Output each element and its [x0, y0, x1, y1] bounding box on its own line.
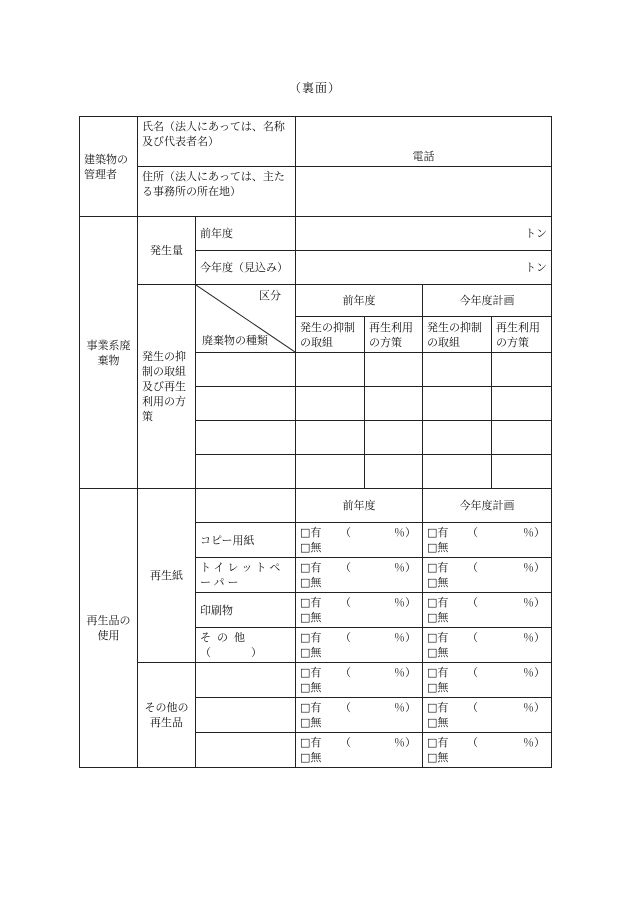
entry-cell[interactable] — [423, 421, 492, 455]
no-checkbox[interactable]: □無 — [300, 611, 322, 624]
yes-checkbox[interactable]: □有 — [427, 631, 449, 644]
no-checkbox[interactable]: □無 — [300, 541, 322, 554]
prev-usage-cell[interactable]: □有 （ ％） □無 — [296, 698, 423, 733]
prev-year-label: 前年度 — [196, 217, 296, 251]
yes-checkbox[interactable]: □有 — [300, 631, 322, 644]
no-checkbox[interactable]: □無 — [427, 541, 449, 554]
yes-checkbox[interactable]: □有 — [427, 736, 449, 749]
phone-label: 電話 — [412, 150, 435, 163]
paper-item-toilet: トイレットペーパー — [196, 558, 296, 593]
entry-cell[interactable] — [492, 387, 552, 421]
no-checkbox[interactable]: □無 — [300, 716, 322, 729]
prev-usage-cell[interactable]: □有 （ ％） □無 — [296, 733, 423, 768]
waste-type-label: 廃棄物の種類 — [202, 334, 268, 347]
prev-year-unit: トン — [525, 227, 548, 240]
entry-cell[interactable] — [423, 353, 492, 387]
paper-item-other[interactable]: その他（ ） — [196, 628, 296, 663]
no-checkbox[interactable]: □無 — [427, 576, 449, 589]
yes-checkbox[interactable]: □有 — [300, 526, 322, 539]
waste-type-field[interactable] — [196, 455, 296, 489]
prev-usage-cell[interactable]: □有 （ ％） □無 — [296, 523, 423, 558]
this-year-amount-field[interactable] — [296, 251, 552, 285]
plan-usage-cell[interactable]: □有 （ ％） □無 — [423, 733, 552, 768]
recycled-paper-label: 再生紙 — [138, 489, 196, 663]
generation-label: 発生量 — [138, 217, 196, 285]
category-label: 区分 — [259, 289, 282, 302]
blank-header — [196, 489, 296, 523]
col-this-year-plan: 今年度計画 — [423, 285, 552, 317]
no-checkbox[interactable]: □無 — [427, 716, 449, 729]
yes-checkbox[interactable]: □有 — [300, 561, 322, 574]
yes-checkbox[interactable]: □有 — [427, 596, 449, 609]
sub-reuse-prev: 再生利用の方策 — [365, 317, 423, 353]
other-product-field[interactable] — [196, 663, 296, 698]
entry-cell[interactable] — [296, 353, 365, 387]
no-checkbox[interactable]: □無 — [300, 576, 322, 589]
sub-suppress-prev: 発生の抑制の取組 — [296, 317, 365, 353]
disposal-plan-form — [79, 116, 552, 768]
this-year-unit: トン — [525, 261, 548, 274]
entry-cell[interactable] — [492, 421, 552, 455]
page-title: （裏面） — [288, 81, 341, 95]
address-label: 住所（法人にあっては、主たる事務所の所在地） — [138, 167, 296, 217]
other-product-field[interactable] — [196, 733, 296, 768]
yes-checkbox[interactable]: □有 — [427, 701, 449, 714]
no-checkbox[interactable]: □無 — [300, 681, 322, 694]
yes-checkbox[interactable]: □有 — [427, 666, 449, 679]
plan-usage-cell[interactable]: □有 （ ％） □無 — [423, 523, 552, 558]
entry-cell[interactable] — [492, 455, 552, 489]
sub-reuse-plan: 再生利用の方策 — [492, 317, 552, 353]
entry-cell[interactable] — [423, 455, 492, 489]
sub-suppress-plan: 発生の抑制の取組 — [423, 317, 492, 353]
col-prev-year: 前年度 — [296, 285, 423, 317]
entry-cell[interactable] — [296, 387, 365, 421]
prev-usage-cell[interactable]: □有 （ ％） □無 — [296, 593, 423, 628]
entry-cell[interactable] — [296, 455, 365, 489]
waste-type-field[interactable] — [196, 387, 296, 421]
entry-cell[interactable] — [365, 421, 423, 455]
name-field[interactable] — [296, 117, 552, 167]
other-product-field[interactable] — [196, 698, 296, 733]
yes-checkbox[interactable]: □有 — [300, 736, 322, 749]
name-label: 氏名（法人にあっては、名称及び代表者名） — [138, 117, 296, 167]
waste-type-field[interactable] — [196, 421, 296, 455]
paper-item-copy: コピー用紙 — [196, 523, 296, 558]
entry-cell[interactable] — [423, 387, 492, 421]
yes-checkbox[interactable]: □有 — [427, 526, 449, 539]
business-waste-label: 事業系廃棄物 — [80, 217, 138, 489]
recycled-use-label: 再生品の使用 — [80, 489, 138, 768]
entry-cell[interactable] — [365, 387, 423, 421]
category-diagonal-header — [196, 285, 296, 353]
plan-usage-cell[interactable]: □有 （ ％） □無 — [423, 698, 552, 733]
address-field[interactable] — [296, 167, 552, 217]
entry-cell[interactable] — [365, 353, 423, 387]
waste-type-field[interactable] — [196, 353, 296, 387]
no-checkbox[interactable]: □無 — [427, 681, 449, 694]
prev-usage-cell[interactable]: □有 （ ％） □無 — [296, 558, 423, 593]
recycled-col-plan: 今年度計画 — [423, 489, 552, 523]
manager-label: 建築物の管理者 — [80, 117, 138, 217]
yes-checkbox[interactable]: □有 — [300, 666, 322, 679]
no-checkbox[interactable]: □無 — [427, 646, 449, 659]
entry-cell[interactable] — [296, 421, 365, 455]
plan-usage-cell[interactable]: □有 （ ％） □無 — [423, 593, 552, 628]
yes-checkbox[interactable]: □有 — [300, 701, 322, 714]
yes-checkbox[interactable]: □有 — [300, 596, 322, 609]
paper-item-printed: 印刷物 — [196, 593, 296, 628]
yes-checkbox[interactable]: □有 — [427, 561, 449, 574]
measures-label: 発生の抑制の取組及び再生利用の方策 — [138, 285, 196, 489]
recycled-col-prev: 前年度 — [296, 489, 423, 523]
plan-usage-cell[interactable]: □有 （ ％） □無 — [423, 628, 552, 663]
entry-cell[interactable] — [492, 353, 552, 387]
no-checkbox[interactable]: □無 — [427, 611, 449, 624]
plan-usage-cell[interactable]: □有 （ ％） □無 — [423, 558, 552, 593]
entry-cell[interactable] — [365, 455, 423, 489]
prev-usage-cell[interactable]: □有 （ ％） □無 — [296, 663, 423, 698]
no-checkbox[interactable]: □無 — [300, 646, 322, 659]
plan-usage-cell[interactable]: □有 （ ％） □無 — [423, 663, 552, 698]
other-recycled-label: その他の再生品 — [138, 663, 196, 768]
prev-usage-cell[interactable]: □有 （ ％） □無 — [296, 628, 423, 663]
prev-year-amount-field[interactable] — [296, 217, 552, 251]
no-checkbox[interactable]: □無 — [427, 751, 449, 764]
no-checkbox[interactable]: □無 — [300, 751, 322, 764]
this-year-label: 今年度（見込み） — [196, 251, 296, 285]
